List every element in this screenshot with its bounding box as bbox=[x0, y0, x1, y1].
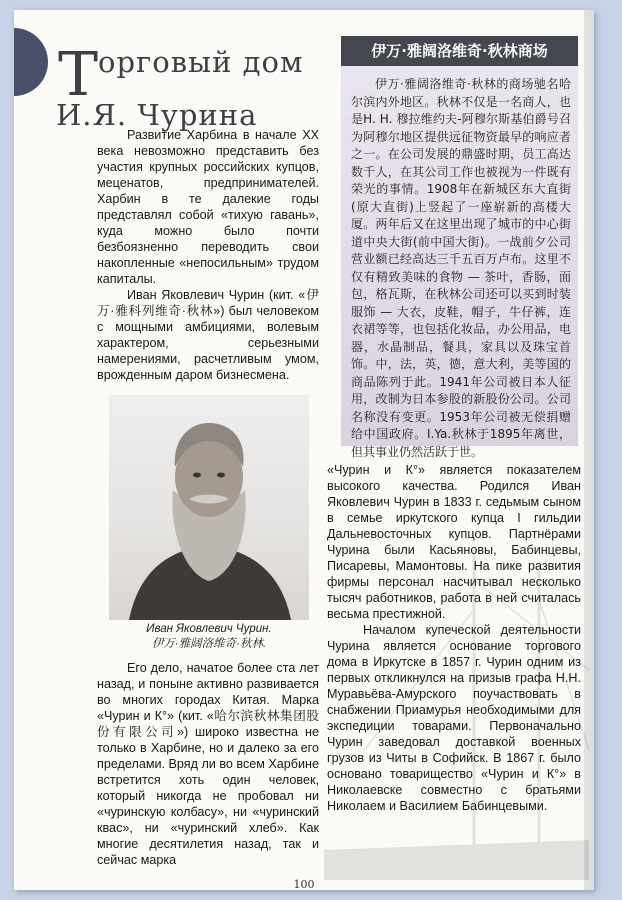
portrait-photo bbox=[109, 395, 309, 620]
page-number: 100 bbox=[293, 878, 315, 890]
caption-chinese: 伊万·雅阔洛维奇·秋林. bbox=[151, 638, 267, 650]
right-paragraph-2: Началом купеческой деятельности Чурина является основание торгового дома в Иркутске в 1857 г. Чурин одним из первых откликнулся на призыв графа Н.Н. Муравьёва-Амурского поучаствовать в снабжении Приамурья необходимыми для экспедиции товарами. Первоначально Чурин заведовал доставкой военных грузов из Читы в Софийск. В 1867 г. было основано товарищество «Чурин и К°» в Николаевске совместно с братьями Николаем и Василием Бабинцевыми. bbox=[327, 623, 581, 813]
right-column bbox=[327, 462, 581, 814]
magazine-page bbox=[14, 10, 594, 890]
right-paragraph-1: «Чурин и К°» является показателем высокого качества. Родился Иван Яковлевич Чурин в 1833 г. седьмым сыном в семье иркутского купца I гильдии Дальневосточных купцов. Партнёрами Чурина были Касьяновы, Бабинцевы, Писаревы, Мамонтовы. На пике развития фирмы персонал насчитывал несколько тысяч работников, работа в ней считалась весьма престижной. bbox=[327, 463, 581, 621]
left-column-top bbox=[97, 127, 319, 383]
left-paragraph-2: Иван Яковлевич Чурин (кит. «伊万·雅科列维奇·秋林») был человеком с мощными амбициями, волевым характером, серьезными намерениями, расчетливым умом, врожденным даром бизнесмена. bbox=[97, 288, 319, 382]
title-initial: Т bbox=[58, 40, 99, 111]
chinese-sidebar bbox=[341, 36, 578, 459]
title-line2: И.Я. Чурина bbox=[56, 98, 258, 133]
chinese-sidebar-text: 伊万·雅阔洛维奇·秋林的商场驰名哈尔滨内外地区。秋林不仅是一名商人，也是H. H. 穆拉维约夫-阿穆尔斯基伯爵号召为阿穆尔地区提供远征物资最早的响应者之一。在公司发展的鼎盛时期，员工高达数千人，在其公司工作也被视为一件既有荣光的事情。1908年在新城区东大直街(原大直街)上竖起了一座崭新的高楼大厦。两年后又在这里出现了城市的中心街道中央大街(前中国大街)。一战前夕公司营业额已经高达三千五百万卢布。这里不仅有精致美味的食物 — 茶叶，香肠，面包，格瓦斯，在秋林公司还可以买到时装服饰 — 大衣，皮鞋，帽子，牛仔裤，连衣裙等等，也包括化妆品，办公用品，电器，水晶制品，餐具，家具以及珠宝首饰。中，法，英，德，意大利，美等国的商品陈列于此。1941年公司被日本人征用，改制为日本参股的新股份公司。公司名称没有变更。1953年公司被无偿捐赠给中国政府。I.Ya.秋林于1895年离世，但其事业仍然活跃于世。 bbox=[351, 77, 571, 459]
portrait-photo-icon bbox=[109, 395, 309, 620]
chinese-sidebar-heading: 伊万·雅阔洛维奇·秋林商场 bbox=[341, 36, 578, 66]
left-paragraph-3: Его дело, начатое более ста лет назад, и поныне активно развивается во многих городах Китая. Марка «Чурин и К°» (кит. «哈尔滨秋林集团股份有限公司») широко известна не только в Харбине, но и далеко за его пределами. Вряд ли во всем Харбине встретится хоть один человек, который никогда не пробовал ни «чуринскую колбасу», ни «чуринский квас», ни «чуринский хлеб». Как многие десятилетия назад, так и сейчас марка bbox=[97, 661, 320, 867]
left-column-bottom bbox=[97, 660, 319, 868]
caption-russian: Иван Яковлевич Чурин. bbox=[146, 623, 272, 635]
title-line1: оргoвый дом bbox=[98, 45, 304, 80]
left-paragraph-1: Развитие Харбина в начале XX века невозможно представить без участия крупных российских купцов, меценатов, предпринимателей. Харбин в те далекие годы представлял собой «тихую гавань», куда можно было почти безбоязненно переводить свои накопленные «непосильным» трудом капиталы. bbox=[97, 128, 319, 286]
photo-caption bbox=[109, 622, 309, 652]
article-title bbox=[56, 40, 348, 133]
decorative-circle bbox=[14, 28, 48, 96]
